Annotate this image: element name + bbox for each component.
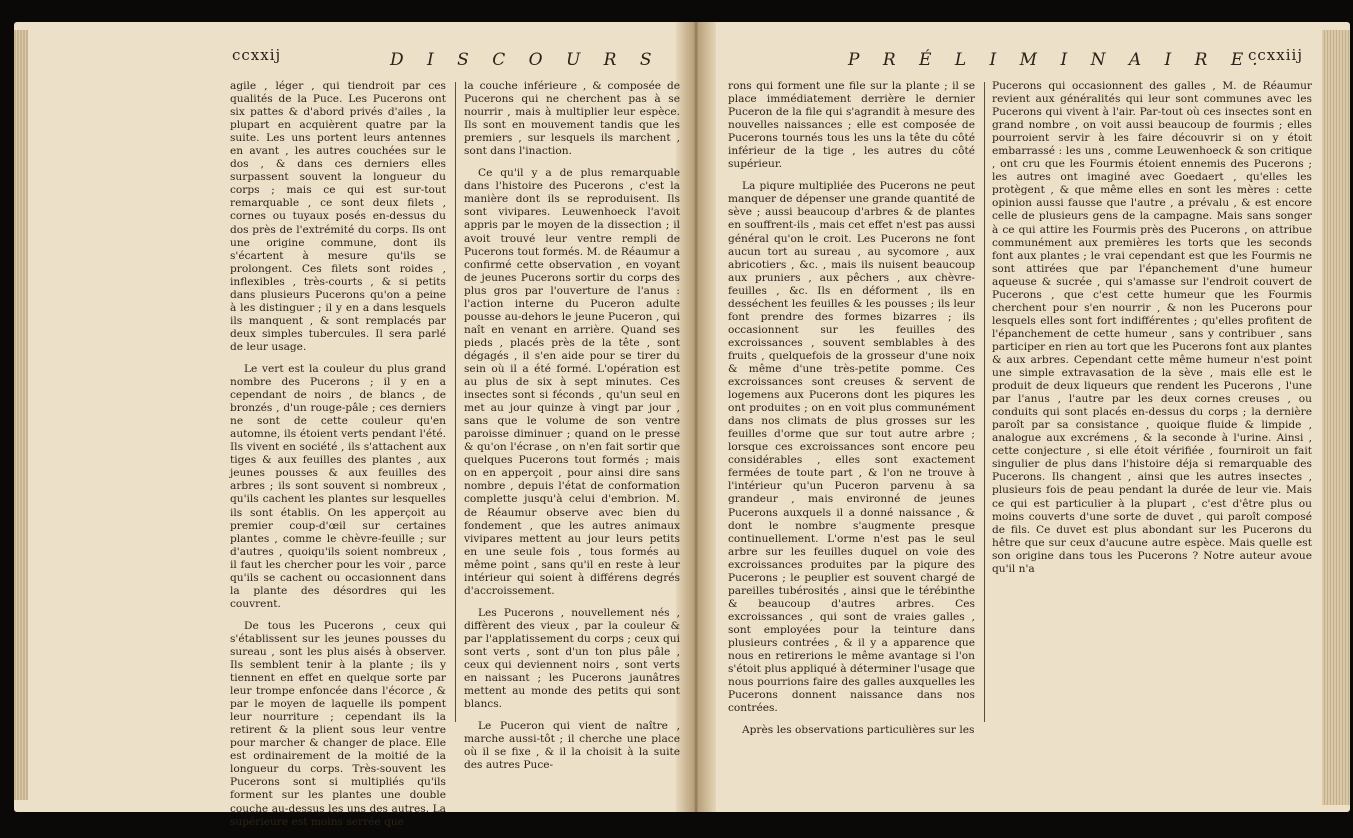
right-page-number: ccxxiij — [1248, 46, 1303, 64]
paragraph: De tous les Pucerons , ceux qui s'établissent sur les jeunes pousses du sureau , sont les plus aisés à observer. Ils semblent tenir à la plante ; ils y tiennent en effet en quelque sorte par leur trompe enfoncée dans l'écorce , & par le moyen de laquelle ils pompent leur nourriture ; cependant ils la retirent & la plient sous leur ventre pour marcher & changer de place. Elle est ordinairement de la moitié de la longueur du corps. Très-souvent les Pucerons sont si multipliés qu'ils forment sur les plantes une double couche au-dessus les uns des autres. La supérieure est moins serrée que — [230, 619, 446, 828]
left-page-edge — [14, 30, 28, 800]
left-running-head: D I S C O U R S — [390, 50, 661, 70]
book-gutter — [676, 22, 716, 812]
paragraph: Pucerons qui occasionnent des galles , M. de Réaumur revient aux généralités qui leur sont communes avec les Pucerons qui vivent à l'air. Par-tout où ces insectes sont en grand nombre , on voit aussi beaucoup de fourmis ; elles pourroient servir à les faire découvrir si on y étoit embarrassé : les uns , comme Leuwenhoeck & son critique , ont cru que les Fourmis étoient ennemis des Pucerons ; les autres ont imaginé avec Goedaert , qu'elles les protègent , & que même elles en sont les mères : cette opinion aussi fausse que l'autre , a prévalu , & est encore celle de plusieurs gens de la campagne. Mais sans songer à ce qui attire les Fourmis près des Pucerons , on attribue communément aux premières les torts que les seconds font aux plantes ; le vrai cependant est que les Fourmis ne sont attirées que par l'épanchement d'une humeur aqueuse & sucrée , qui s'amasse sur l'endroit couvert de Pucerons , que c'est cette humeur que les Fourmis cherchent pour s'en nourrir , & non les Pucerons pour lesquels elles sont fort indifférentes ; qu'elles profitent de l'épanchement de cette humeur , sans y contribuer , sans participer en rien au tort que les Pucerons font aux plantes & aux arbres. Cependant cette même humeur n'est point une simple extravasation de la sève , mais elle est le produit de deux liqueurs que rendent les Pucerons , l'une par l'anus , l'autre par les deux cornes creuses , ou conduits qui sont placés en-dessus du corps ; la dernière paroît par sa consistance , quoique fluide & limpide , analogue aux excrémens , & la seconde à l'urine. Ainsi , cette conjecture , si elle étoit vérifiée , fourniroit un fait singulier de plus dans l'histoire déja si remarquable des Pucerons. Ils changent , ainsi que les autres insectes , plusieurs fois de peau pendant la durée de leur vie. Mais ce qui est particulier à la plupart , c'est d'être plus ou moins couverts d'une sorte de duvet , qui paroît composé de fils. Ce duvet est plus abondant sur les Pucerons du hêtre que sur ceux d'aucune autre espèce. Mais quelle est son origine dans tous les Pucerons ? Notre auteur avoue qu'il n'a — [992, 80, 1312, 575]
right-running-head: P R É L I M I N A I R E. — [848, 50, 1267, 70]
right-column-2 — [992, 80, 1312, 585]
paragraph: agile , léger , qui tiendroit par ces qualités de la Puce. Les Pucerons ont six pattes & d'abord privés d'ailes , la plupart en acquièrent quatre par la suite. Les uns portent leurs antennes en avant , les autres couchées sur le dos , & dans ces derniers elles surpassent souvent la longueur du corps ; mais ce qui est sur-tout remarquable , ce sont deux filets , cornes ou tuyaux posés en-dessus du dos près de l'extrémité du corps. Ils ont une origine commune, dont ils s'écartent à mesure qu'ils se prolongent. Ces filets sont roides , inflexibles , très-courts , & si petits dans plusieurs Pucerons qu'on a peine à les distinguer ; il y en a dans lesquels ils manquent , & sont remplacés par deux simples tubercules. Il sera parlé de leur usage. — [230, 80, 446, 353]
left-column-1 — [230, 80, 446, 838]
paragraph: Le Puceron qui vient de naître , marche aussi-tôt ; il cherche une place où il se fixe , & il la choisit à la suite des autres Puce- — [464, 720, 680, 772]
paragraph: la couche inférieure , & composée de Pucerons qui ne cherchent pas à se nourrir , mais à multiplier leur espèce. Ils sont en mouvement tandis que les premiers , sur lesquels ils marchent , sont dans l'inaction. — [464, 80, 680, 158]
column-rule — [455, 82, 456, 722]
right-page-edge — [1322, 30, 1350, 805]
paragraph: Ce qu'il y a de plus remarquable dans l'histoire des Pucerons , c'est la manière dont ils se reproduisent. Ils sont vivipares. Leuwenhoeck l'avoit appris par le moyen de la dissection ; il avoit trouvé leur ventre rempli de Pucerons tout formés. M. de Réaumur a confirmé cette observation , en voyant de jeunes Pucerons sortir du corps des plus gros par l'ouverture de l'anus : l'action interne du Puceron adulte pousse au-dehors le jeune Puceron , qui naît en venant en arrière. Quand ses pieds , placés près de la tête , sont dégagés , il s'en aide pour se tirer du sein où il a été formé. L'opération est au plus de six à sept minutes. Ces insectes sont si féconds , qu'un seul en met au jour quinze à vingt par jour , sans que le volume de son ventre paroisse diminuer ; quand on le presse & qu'on l'écrase , on n'en fait sortir que quelques Pucerons tout formés ; mais on en apperçoit , pour ainsi dire sans nombre , depuis l'état de conformation complette jusqu'à celui d'embrion. M. de Réaumur observe avec bien du fondement , que les autres animaux vivipares mettent au jour leurs petits en une seule fois , tous formés au même point , sans qu'il en reste à leur intérieur qui soient à différens degrés d'accroissement. — [464, 167, 680, 597]
paragraph: La piqure multipliée des Pucerons ne peut manquer de dépenser une grande quantité de sève ; aussi beaucoup d'arbres & de plantes en souffrent-ils , mais cet effet n'est pas aussi général qu'on le croit. Les Pucerons ne font aucun tort au sureau , au sycomore , aux abricotiers , &c. , mais ils nuisent beaucoup aux pruniers , aux pêchers , aux chèvre-feuilles , &c. Ils en déforment , ils en desséchent les feuilles & les pousses ; ils leur font prendre des formes bizarres ; ils occasionnent sur les feuilles des excroissances , souvent semblables à des fruits , quelquefois de la grosseur d'une noix & même d'une très-petite pomme. Ces excroissances sont creuses & servent de logemens aux Pucerons dont les piqures les ont produites ; on en voit plus communément dans nos climats de plus grosses sur les feuilles d'orme que sur tout autre arbre ; lorsque ces excroissances sont encore peu considérables , elles sont exactement fermées de toute part , & l'on ne trouve à l'intérieur qu'un Puceron parvenu à sa grandeur , mais environné de jeunes Pucerons auxquels il a donné naissance , & dont le nombre s'augmente presque continuellement. L'orme n'est pas le seul arbre sur les feuilles duquel on voie des excroissances produites par la piqure des Pucerons ; le peuplier est souvent chargé de pareilles tubérosités , ainsi que le térébinthe & beaucoup d'autres arbres. Ces excroissances , qui sont de vraies galles , sont employées pour la teinture dans plusieurs contrées , & il y a apparence que nous en retirerions le même avantage si l'on s'étoit plus appliqué à déterminer l'usage que nous pourrions faire des galles auxquelles les Pucerons donnent naissance dans nos contrées. — [728, 180, 975, 715]
left-column-2 — [464, 80, 680, 781]
right-column-1 — [728, 80, 975, 746]
column-rule — [984, 82, 985, 722]
paragraph: Après les observations particulières sur les — [742, 724, 975, 737]
paragraph: Les Pucerons , nouvellement nés , diffèrent des vieux , par la couleur & par l'applatissement du corps ; ceux qui sont verts , sont d'un ton plus pâle , ceux qui deviennent noirs , sont verts en naissant ; les Pucerons jaunâtres mettent au monde des petits qui sont blancs. — [464, 606, 680, 711]
paragraph: Le vert est la couleur du plus grand nombre des Pucerons ; il y en a cependant de noirs , de blancs , de bronzés , d'un rouge-pâle ; ces derniers ne sont de cette couleur qu'en automne, ils étoient verts pendant l'été. Ils vivent en société , ils s'attachent aux tiges & aux feuilles des plantes , aux jeunes pousses & aux feuilles des arbres ; ils sont souvent si nombreux , qu'ils cachent les plantes sur lesquelles ils sont établis. On les apperçoit au premier coup-d'œil sur certaines plantes , comme le chèvre-feuille ; sur d'autres , quoiqu'ils soient nombreux , il faut les chercher pour les voir , parce qu'ils se cachent ou occasionnent dans la plante des désordres qui les couvrent. — [230, 362, 446, 610]
left-page-number: ccxxij — [232, 46, 282, 64]
paragraph: rons qui forment une file sur la plante ; il se place immédiatement derrière le dernier Puceron de la file qui s'agrandit à mesure des nouvelles naissances ; elle est composée de Pucerons tournés tous les uns la tête du côté inférieur de la tige , les autres du côté supérieur. — [728, 80, 975, 171]
